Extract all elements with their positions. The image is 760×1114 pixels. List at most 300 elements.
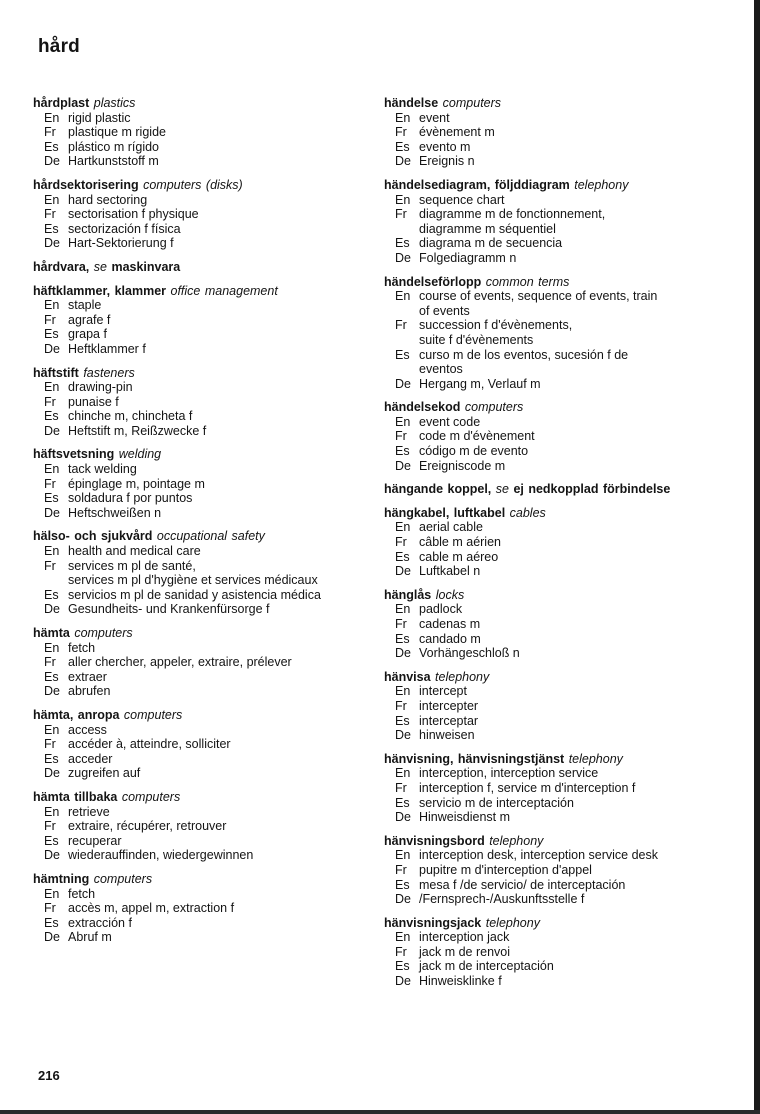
translation-row bbox=[33, 342, 373, 357]
entry-domain: telephony bbox=[485, 915, 540, 930]
translation-row bbox=[33, 805, 373, 820]
translation-text: tack welding bbox=[68, 462, 137, 477]
entry-headline bbox=[384, 752, 734, 767]
translation-text: servicio m de interceptación bbox=[419, 795, 574, 810]
language-code: En bbox=[395, 766, 411, 781]
language-code: De bbox=[44, 848, 60, 863]
translation-row bbox=[33, 737, 373, 752]
translation-text: mesa f /de servicio/ de interceptación bbox=[419, 877, 626, 892]
language-code: Es bbox=[395, 877, 410, 892]
dictionary-entry bbox=[384, 275, 734, 392]
translation-text: extraer bbox=[68, 669, 107, 684]
translation-text: intercepter bbox=[419, 698, 479, 713]
language-code: Fr bbox=[395, 125, 407, 140]
entry-headline bbox=[384, 670, 734, 685]
translation-text: cable m aéreo bbox=[419, 549, 499, 564]
entry-headline bbox=[33, 790, 373, 805]
entry-headline bbox=[384, 834, 734, 849]
entry-domain: telephony bbox=[574, 177, 629, 192]
language-code: Fr bbox=[44, 655, 56, 670]
entry-term: hänvisningsbord bbox=[384, 833, 485, 848]
translation-row bbox=[33, 834, 373, 849]
entry-term: hängkabel, luftkabel bbox=[384, 505, 506, 520]
dictionary-entry bbox=[33, 366, 373, 439]
translation-row bbox=[33, 477, 373, 492]
entry-headline bbox=[384, 400, 734, 415]
translation-text: evento m bbox=[419, 139, 471, 154]
language-code: En bbox=[44, 722, 60, 737]
entry-term: hårdsektorisering bbox=[33, 177, 139, 192]
entry-term: hämta bbox=[33, 626, 70, 640]
language-code: Es bbox=[395, 549, 410, 564]
entry-term: häftstift bbox=[33, 365, 79, 380]
language-code: En bbox=[395, 520, 411, 535]
translation-row bbox=[384, 974, 734, 989]
translation-row bbox=[384, 892, 734, 907]
translation-row bbox=[384, 878, 734, 893]
entry-headline bbox=[384, 506, 734, 521]
language-code: De bbox=[44, 423, 60, 438]
translation-text: Ereignis n bbox=[419, 154, 475, 169]
translation-row bbox=[384, 140, 734, 155]
translation-text: Hinweisklinke f bbox=[419, 974, 502, 989]
page-bottom-edge bbox=[0, 1110, 760, 1114]
translation-row bbox=[33, 154, 373, 169]
translation-row bbox=[384, 766, 734, 781]
translation-text: soldadura f por puntos bbox=[68, 491, 193, 506]
entry-domain: computers bbox=[74, 626, 133, 640]
translation-text: Heftschweißen n bbox=[68, 505, 162, 520]
language-code: Es bbox=[44, 491, 59, 506]
language-code: En bbox=[395, 414, 411, 429]
cross-ref-marker: se bbox=[495, 482, 509, 497]
translation-text: jack m de interceptación bbox=[419, 959, 554, 974]
entry-domain: computers bbox=[464, 400, 524, 415]
translation-text: pupitre m d'interception d'appel bbox=[419, 862, 592, 877]
entry-headline bbox=[33, 366, 373, 381]
entry-headline bbox=[384, 916, 734, 931]
translation-row bbox=[384, 415, 734, 430]
entry-headline bbox=[33, 872, 373, 887]
translation-text: fetch bbox=[68, 886, 96, 901]
language-code: Fr bbox=[395, 207, 407, 222]
entry-domain: computers bbox=[123, 707, 183, 722]
translation-text: Heftklammer f bbox=[68, 341, 146, 356]
language-code: Fr bbox=[44, 558, 56, 573]
translation-row bbox=[33, 125, 373, 140]
entry-term: händelsekod bbox=[384, 400, 461, 415]
language-code: Es bbox=[44, 139, 59, 154]
language-code: En bbox=[44, 886, 60, 901]
translation-row bbox=[33, 641, 373, 656]
translation-row bbox=[384, 429, 734, 444]
entry-term: hälso- och sjukvård bbox=[33, 529, 153, 544]
translation-row bbox=[33, 723, 373, 738]
translation-text: Ereigniscode m bbox=[419, 458, 506, 473]
language-code: Fr bbox=[44, 819, 56, 834]
dictionary-entry bbox=[384, 916, 734, 989]
language-code: De bbox=[395, 376, 411, 391]
entry-domain: telephony bbox=[435, 669, 490, 684]
translation-continuation: of events bbox=[419, 303, 470, 318]
translation-text: interceptar bbox=[419, 713, 479, 728]
language-code: De bbox=[44, 602, 60, 617]
translation-row bbox=[384, 714, 734, 729]
translation-row bbox=[384, 377, 734, 392]
dictionary-entry bbox=[33, 708, 373, 781]
translation-row bbox=[384, 111, 734, 126]
language-code: Es bbox=[395, 347, 410, 362]
translation-row bbox=[384, 289, 734, 318]
translation-text: candado m bbox=[419, 631, 481, 646]
language-code: Es bbox=[44, 915, 59, 930]
entry-term: hänvisningsjack bbox=[384, 915, 482, 930]
entry-headline bbox=[33, 284, 373, 299]
translation-text: Vorhängeschloß n bbox=[419, 646, 520, 661]
translation-text: accéder à, atteindre, solliciter bbox=[68, 737, 231, 752]
entry-domain: common terms bbox=[485, 274, 570, 289]
translation-text: abrufen bbox=[68, 684, 111, 699]
language-code: Fr bbox=[395, 698, 407, 713]
dictionary-entry bbox=[33, 96, 373, 169]
entry-headline bbox=[384, 482, 734, 497]
translation-row bbox=[33, 930, 373, 945]
cross-ref-target: ej nedkopplad förbindelse bbox=[513, 482, 671, 497]
translation-text: accès m, appel m, extraction f bbox=[68, 901, 235, 916]
entry-headline bbox=[33, 447, 373, 462]
entry-term: häftsvetsning bbox=[33, 447, 115, 462]
language-code: En bbox=[395, 602, 411, 617]
language-code: Fr bbox=[395, 429, 407, 444]
translation-text: intercept bbox=[419, 684, 467, 699]
language-code: En bbox=[395, 289, 411, 304]
translation-text: fetch bbox=[68, 640, 96, 655]
translation-text: plástico m rígido bbox=[68, 139, 160, 154]
translation-row bbox=[384, 959, 734, 974]
language-code: Fr bbox=[44, 207, 56, 222]
translation-text: succession f d'évènements, bbox=[419, 318, 573, 333]
translation-text: cadenas m bbox=[419, 617, 481, 631]
language-code: Fr bbox=[44, 125, 56, 140]
language-code: En bbox=[44, 110, 60, 125]
language-code: Es bbox=[395, 959, 410, 974]
translation-row bbox=[384, 444, 734, 459]
translation-text: padlock bbox=[419, 602, 463, 617]
translation-row bbox=[384, 930, 734, 945]
translation-text: course of events, sequence of events, train bbox=[419, 289, 658, 304]
translation-row bbox=[33, 236, 373, 251]
language-code: Fr bbox=[44, 901, 56, 916]
translation-row bbox=[33, 766, 373, 781]
entry-headline bbox=[384, 178, 734, 193]
entry-term: händelsediagram, följddiagram bbox=[384, 177, 570, 192]
translation-row bbox=[33, 559, 373, 588]
language-code: De bbox=[395, 154, 411, 169]
translation-text: health and medical care bbox=[68, 544, 201, 559]
language-code: Es bbox=[44, 669, 59, 684]
translation-text: sequence chart bbox=[419, 192, 505, 207]
dictionary-entry bbox=[384, 834, 734, 907]
entry-term: hänvisning, hänvisningstjänst bbox=[384, 751, 565, 766]
translation-row bbox=[33, 506, 373, 521]
dictionary-entry bbox=[33, 529, 373, 617]
entry-headline bbox=[33, 529, 373, 544]
language-code: Es bbox=[44, 409, 59, 424]
translation-text: acceder bbox=[68, 751, 113, 766]
dictionary-entry bbox=[33, 872, 373, 945]
language-code: De bbox=[44, 766, 60, 781]
translation-row bbox=[33, 684, 373, 699]
language-code: De bbox=[44, 154, 60, 169]
translation-row bbox=[33, 901, 373, 916]
translation-text: aerial cable bbox=[419, 520, 483, 535]
dictionary-entry bbox=[33, 626, 373, 699]
translation-text: code m d'évènement bbox=[419, 429, 535, 444]
language-code: De bbox=[395, 458, 411, 473]
translation-row bbox=[384, 193, 734, 208]
translation-text: Hart-Sektorierung f bbox=[68, 236, 174, 251]
translation-text: hinweisen bbox=[419, 728, 475, 743]
dictionary-entry bbox=[33, 260, 373, 275]
translation-row bbox=[384, 699, 734, 714]
language-code: Es bbox=[395, 631, 410, 646]
translation-row bbox=[384, 207, 734, 236]
translation-row bbox=[33, 887, 373, 902]
cross-ref-marker: se bbox=[93, 259, 107, 274]
language-code: Fr bbox=[44, 394, 56, 409]
page-number: 216 bbox=[38, 1068, 60, 1083]
translation-row bbox=[384, 318, 734, 347]
translation-row bbox=[384, 154, 734, 169]
translation-text: câble m aérien bbox=[419, 535, 501, 550]
dictionary-entry bbox=[384, 482, 734, 497]
translation-text: interception desk, interception service desk bbox=[419, 848, 659, 863]
entry-domain: computers bbox=[121, 789, 181, 804]
language-code: De bbox=[395, 810, 411, 825]
translation-text: access bbox=[68, 722, 107, 737]
translation-row bbox=[33, 491, 373, 506]
translation-row bbox=[384, 459, 734, 474]
entry-term: hänvisa bbox=[384, 669, 431, 684]
entry-domain: computers bbox=[93, 871, 153, 886]
translation-text: recuperar bbox=[68, 833, 122, 848]
entry-domain: fasteners bbox=[83, 365, 135, 380]
translation-text: hard sectoring bbox=[68, 192, 148, 207]
translation-row bbox=[33, 298, 373, 313]
language-code: En bbox=[44, 640, 60, 655]
translation-text: plastique m rigide bbox=[68, 125, 166, 140]
translation-text: interception, interception service bbox=[419, 766, 599, 781]
dictionary-entry bbox=[384, 670, 734, 743]
translation-row bbox=[33, 655, 373, 670]
translation-row bbox=[33, 848, 373, 863]
page-edge-shadow bbox=[754, 0, 760, 1114]
translation-row bbox=[33, 752, 373, 767]
translation-row bbox=[384, 632, 734, 647]
translation-row bbox=[384, 602, 734, 617]
translation-text: staple bbox=[68, 298, 102, 313]
translation-text: interception f, service m d'interception f bbox=[419, 780, 636, 795]
language-code: En bbox=[44, 804, 60, 819]
entry-term: hårdvara, bbox=[33, 259, 90, 274]
language-code: En bbox=[395, 684, 411, 699]
language-code: En bbox=[44, 192, 60, 207]
entry-headline bbox=[384, 275, 734, 290]
entry-domain: telephony bbox=[568, 751, 623, 766]
translation-row bbox=[33, 602, 373, 617]
entry-term: hämta, anropa bbox=[33, 707, 120, 722]
translation-continuation: suite f d'évènements bbox=[419, 332, 534, 347]
language-code: Es bbox=[395, 713, 410, 728]
translation-text: aller chercher, appeler, extraire, prélever bbox=[68, 655, 292, 670]
translation-row bbox=[384, 535, 734, 550]
translation-text: jack m de renvoi bbox=[419, 944, 511, 959]
language-code: De bbox=[395, 728, 411, 743]
dictionary-entry bbox=[384, 752, 734, 825]
dictionary-entry bbox=[33, 178, 373, 251]
translation-continuation: services m pl d'hygiène et services médicaux bbox=[68, 573, 318, 588]
language-code: Es bbox=[395, 236, 410, 251]
translation-text: /Fernsprech-/Auskunftsstelle f bbox=[419, 892, 585, 907]
language-code: De bbox=[395, 646, 411, 661]
translation-text: Folgediagramm n bbox=[419, 250, 517, 265]
translation-text: curso m de los eventos, sucesión f de bbox=[419, 347, 629, 362]
language-code: Fr bbox=[395, 617, 407, 631]
translation-row bbox=[384, 863, 734, 878]
language-code: De bbox=[44, 684, 60, 699]
translation-text: event code bbox=[419, 414, 481, 429]
language-code: Es bbox=[395, 795, 410, 810]
translation-row bbox=[33, 193, 373, 208]
translation-row bbox=[384, 251, 734, 266]
language-code: Es bbox=[395, 444, 410, 459]
dictionary-entry bbox=[33, 790, 373, 863]
language-code: De bbox=[44, 930, 60, 945]
entry-domain: computers bbox=[442, 96, 502, 110]
entry-headline bbox=[33, 178, 373, 193]
language-code: De bbox=[44, 341, 60, 356]
language-code: Es bbox=[44, 751, 59, 766]
translation-text: event bbox=[419, 110, 450, 125]
entry-term: händelseförlopp bbox=[384, 274, 482, 289]
language-code: Fr bbox=[44, 737, 56, 752]
translation-row bbox=[33, 140, 373, 155]
running-head: hård bbox=[38, 36, 80, 57]
language-code: De bbox=[395, 974, 411, 989]
translation-text: diagrama m de secuencia bbox=[419, 236, 563, 251]
translation-row bbox=[384, 646, 734, 661]
translation-text: retrieve bbox=[68, 804, 110, 819]
language-code: Es bbox=[395, 139, 410, 154]
translation-row bbox=[33, 544, 373, 559]
entry-term: hämtning bbox=[33, 871, 90, 886]
right-column bbox=[384, 96, 734, 998]
translation-row bbox=[33, 916, 373, 931]
translation-continuation: eventos bbox=[419, 362, 463, 377]
language-code: Fr bbox=[44, 312, 56, 327]
translation-row bbox=[33, 207, 373, 222]
entry-headline bbox=[384, 96, 734, 111]
translation-row bbox=[384, 684, 734, 699]
translation-row bbox=[384, 848, 734, 863]
translation-text: agrafe f bbox=[68, 312, 111, 327]
translation-continuation: diagramme m séquentiel bbox=[419, 221, 556, 236]
translation-row bbox=[384, 348, 734, 377]
entry-headline bbox=[33, 260, 373, 275]
entry-domain: plastics bbox=[93, 96, 136, 110]
language-code: Fr bbox=[395, 944, 407, 959]
language-code: Fr bbox=[395, 535, 407, 550]
translation-row bbox=[33, 222, 373, 237]
language-code: En bbox=[395, 110, 411, 125]
translation-text: código m de evento bbox=[419, 444, 529, 459]
language-code: En bbox=[44, 544, 60, 559]
translation-row bbox=[384, 796, 734, 811]
entry-term: hämta tillbaka bbox=[33, 789, 118, 804]
translation-row bbox=[384, 564, 734, 579]
language-code: Fr bbox=[395, 862, 407, 877]
translation-text: interception jack bbox=[419, 930, 510, 945]
dictionary-entry bbox=[384, 96, 734, 169]
entry-headline bbox=[33, 96, 373, 111]
translation-row bbox=[384, 945, 734, 960]
language-code: De bbox=[395, 892, 411, 907]
translation-text: servicios m pl de sanidad y asistencia médica bbox=[68, 587, 321, 602]
dictionary-entry bbox=[33, 284, 373, 357]
language-code: Es bbox=[44, 833, 59, 848]
translation-text: Abruf m bbox=[68, 930, 112, 945]
dictionary-entry bbox=[33, 447, 373, 520]
entry-headline bbox=[33, 708, 373, 723]
translation-text: Gesundheits- und Krankenfürsorge f bbox=[68, 602, 270, 617]
language-code: De bbox=[395, 250, 411, 265]
translation-text: évènement m bbox=[419, 125, 495, 140]
translation-row bbox=[33, 380, 373, 395]
language-code: En bbox=[395, 848, 411, 863]
translation-row bbox=[33, 395, 373, 410]
translation-text: Hartkunststoff m bbox=[68, 154, 159, 169]
translation-row bbox=[33, 670, 373, 685]
language-code: De bbox=[44, 236, 60, 251]
translation-text: services m pl de santé, bbox=[68, 558, 196, 573]
language-code: De bbox=[395, 564, 411, 579]
language-code: Fr bbox=[395, 780, 407, 795]
translation-text: punaise f bbox=[68, 394, 119, 409]
translation-row bbox=[33, 588, 373, 603]
entry-term: hängande koppel, bbox=[384, 482, 492, 497]
dictionary-entry bbox=[384, 588, 734, 661]
translation-text: épinglage m, pointage m bbox=[68, 476, 205, 491]
entry-term: häftklammer, klammer bbox=[33, 283, 167, 298]
translation-text: Luftkabel n bbox=[419, 564, 481, 579]
entry-domain: welding bbox=[118, 447, 162, 462]
entry-term: händelse bbox=[384, 96, 439, 110]
entry-domain: occupational safety bbox=[156, 529, 265, 544]
language-code: Fr bbox=[44, 476, 56, 491]
language-code: De bbox=[44, 505, 60, 520]
language-code: En bbox=[395, 192, 411, 207]
dictionary-entry bbox=[384, 178, 734, 266]
dictionary-entry bbox=[384, 400, 734, 473]
translation-row bbox=[384, 781, 734, 796]
entry-domain: office management bbox=[170, 283, 278, 298]
translation-row bbox=[33, 327, 373, 342]
translation-row bbox=[384, 236, 734, 251]
entry-headline bbox=[384, 588, 734, 603]
entry-domain: locks bbox=[435, 587, 465, 602]
translation-text: rigid plastic bbox=[68, 110, 131, 125]
language-code: En bbox=[44, 380, 60, 395]
